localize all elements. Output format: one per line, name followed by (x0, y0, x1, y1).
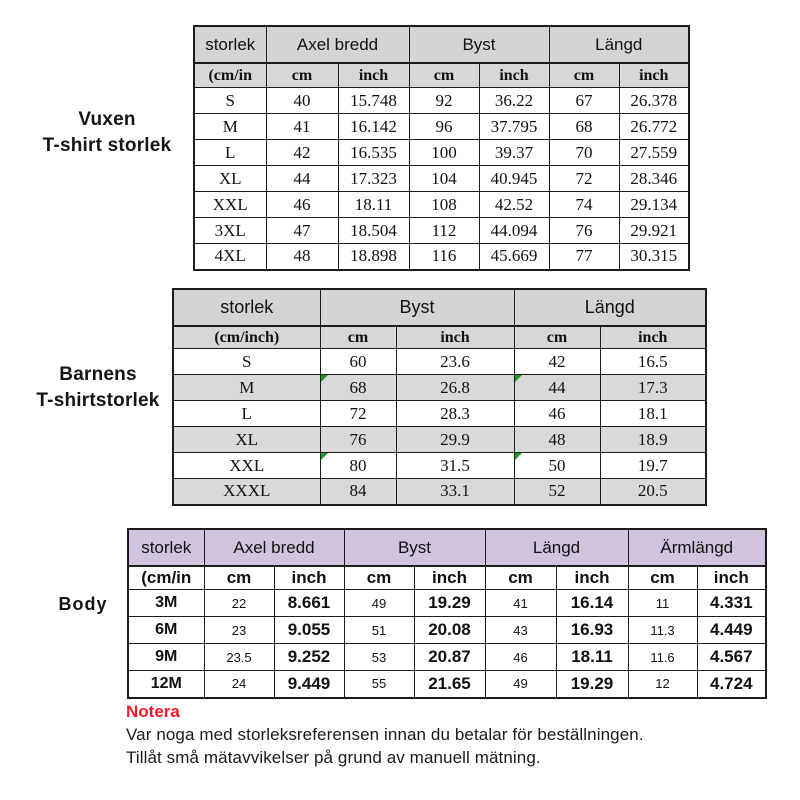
unit-header: inch (414, 566, 485, 590)
measurement-cell: 16.14 (556, 590, 628, 617)
size-row (194, 192, 689, 218)
size-row (173, 453, 706, 479)
measurement-cell: 67 (549, 88, 619, 114)
measurement-cell: 41 (266, 114, 338, 140)
measurement-cell: 18.9 (600, 427, 706, 453)
size-row (173, 349, 706, 375)
measurement-cell: 68 (320, 375, 396, 401)
label-line: T-shirtstorlek (36, 390, 160, 411)
measurement-cell: 20.87 (414, 644, 485, 671)
size-label-cell: L (194, 140, 266, 166)
size-label-cell: XXL (194, 192, 266, 218)
column-group-header: Byst (409, 26, 549, 63)
label-line: T-shirt storlek (42, 135, 172, 156)
measurement-cell: 16.535 (338, 140, 409, 166)
size-row (194, 218, 689, 244)
adult-size-table (193, 25, 690, 271)
measurement-cell: 45.669 (479, 244, 549, 270)
note-line: Var noga med storleksreferensen innan du betalar för beställningen. (126, 725, 644, 744)
measurement-cell: 36.22 (479, 88, 549, 114)
size-label-cell: M (194, 114, 266, 140)
size-row (173, 401, 706, 427)
measurement-cell: 96 (409, 114, 479, 140)
size-row (128, 590, 766, 617)
measurement-cell: 33.1 (396, 479, 514, 505)
measurement-cell: 23.5 (204, 644, 274, 671)
unit-header: cm (514, 326, 600, 349)
unit-header: inch (274, 566, 344, 590)
measurement-cell: 80 (320, 453, 396, 479)
unit-header: cm (204, 566, 274, 590)
measurement-cell: 40.945 (479, 166, 549, 192)
note-title: Notera (126, 702, 180, 721)
measurement-cell: 18.898 (338, 244, 409, 270)
size-label-cell: 3M (128, 590, 204, 617)
measurement-cell: 28.3 (396, 401, 514, 427)
size-label-cell: M (173, 375, 320, 401)
measurement-cell: 43 (485, 617, 556, 644)
measurement-cell: 49 (344, 590, 414, 617)
measurement-cell: 11.3 (628, 617, 697, 644)
measurement-cell: 100 (409, 140, 479, 166)
measurement-cell: 51 (344, 617, 414, 644)
measurement-cell: 84 (320, 479, 396, 505)
measurement-cell: 21.65 (414, 671, 485, 698)
column-group-header: Byst (344, 529, 485, 566)
measurement-cell: 18.11 (556, 644, 628, 671)
measurement-cell: 42 (514, 349, 600, 375)
measurement-cell: 18.504 (338, 218, 409, 244)
size-row (194, 88, 689, 114)
measurement-cell: 27.559 (619, 140, 689, 166)
measurement-cell: 28.346 (619, 166, 689, 192)
measurement-cell: 26.772 (619, 114, 689, 140)
unit-header: inch (556, 566, 628, 590)
unit-header: cm (628, 566, 697, 590)
measurement-cell: 44 (266, 166, 338, 192)
measurement-cell: 44 (514, 375, 600, 401)
measurement-cell: 72 (549, 166, 619, 192)
column-group-header: storlek (194, 26, 266, 63)
label-line: Body (58, 594, 108, 614)
measurement-cell: 108 (409, 192, 479, 218)
section-label-barnens (6, 362, 190, 414)
size-label-cell: 3XL (194, 218, 266, 244)
unit-header: inch (619, 63, 689, 88)
column-group-header: Byst (320, 289, 514, 326)
measurement-cell: 30.315 (619, 244, 689, 270)
measurement-cell: 55 (344, 671, 414, 698)
measurement-cell: 26.378 (619, 88, 689, 114)
measurement-cell: 46 (485, 644, 556, 671)
measurement-cell: 4.567 (697, 644, 766, 671)
measurement-cell: 68 (549, 114, 619, 140)
measurement-cell: 116 (409, 244, 479, 270)
measurement-cell: 37.795 (479, 114, 549, 140)
measurement-cell: 19.29 (414, 590, 485, 617)
measurement-cell: 9.252 (274, 644, 344, 671)
section-label-vuxen (22, 107, 192, 159)
measurement-cell: 16.5 (600, 349, 706, 375)
size-label-cell: XL (173, 427, 320, 453)
size-label-cell: 9M (128, 644, 204, 671)
measurement-cell: 40 (266, 88, 338, 114)
measurement-cell: 15.748 (338, 88, 409, 114)
unit-header: cm (549, 63, 619, 88)
measurement-cell: 23 (204, 617, 274, 644)
measurement-cell: 112 (409, 218, 479, 244)
unit-header: cm (344, 566, 414, 590)
unit-note-header: (cm/in (128, 566, 204, 590)
column-group-header: Axel bredd (266, 26, 409, 63)
measurement-cell: 41 (485, 590, 556, 617)
measurement-cell: 31.5 (396, 453, 514, 479)
measurement-cell: 8.661 (274, 590, 344, 617)
measurement-cell: 53 (344, 644, 414, 671)
measurement-cell: 18.11 (338, 192, 409, 218)
measurement-cell: 42.52 (479, 192, 549, 218)
measurement-cell: 9.055 (274, 617, 344, 644)
unit-header: cm (409, 63, 479, 88)
size-row (173, 479, 706, 505)
size-label-cell: XL (194, 166, 266, 192)
label-line: Vuxen (78, 109, 136, 130)
measurement-cell: 48 (266, 244, 338, 270)
column-group-header: storlek (173, 289, 320, 326)
measurement-cell: 44.094 (479, 218, 549, 244)
measurement-cell: 76 (549, 218, 619, 244)
column-group-header: Längd (514, 289, 706, 326)
measurement-cell: 29.134 (619, 192, 689, 218)
size-row (128, 617, 766, 644)
unit-note-header: (cm/inch) (173, 326, 320, 349)
column-group-header: Längd (549, 26, 689, 63)
measurement-cell: 19.7 (600, 453, 706, 479)
measurement-cell: 46 (266, 192, 338, 218)
measurement-cell: 20.5 (600, 479, 706, 505)
size-row (194, 244, 689, 270)
unit-header: inch (338, 63, 409, 88)
size-row (173, 427, 706, 453)
measurement-cell: 26.8 (396, 375, 514, 401)
measurement-cell: 76 (320, 427, 396, 453)
measurement-cell: 52 (514, 479, 600, 505)
measurement-cell: 29.9 (396, 427, 514, 453)
unit-header: inch (396, 326, 514, 349)
measurement-cell: 48 (514, 427, 600, 453)
note-line: Tillåt små mätavvikelser på grund av manuell mätning. (126, 748, 541, 767)
unit-header: cm (266, 63, 338, 88)
measurement-cell: 16.93 (556, 617, 628, 644)
measurement-cell: 49 (485, 671, 556, 698)
measurement-cell: 70 (549, 140, 619, 166)
corner-marker-icon (321, 453, 328, 460)
label-line: Barnens (59, 364, 137, 385)
size-label-cell: S (173, 349, 320, 375)
measurement-cell: 72 (320, 401, 396, 427)
size-row (128, 644, 766, 671)
measurement-cell: 29.921 (619, 218, 689, 244)
unit-header: inch (600, 326, 706, 349)
size-label-cell: XXXL (173, 479, 320, 505)
measurement-cell: 42 (266, 140, 338, 166)
measurement-cell: 92 (409, 88, 479, 114)
size-label-cell: 12M (128, 671, 204, 698)
size-row (194, 166, 689, 192)
body-size-table (127, 528, 767, 699)
measurement-cell: 11 (628, 590, 697, 617)
measurement-cell: 24 (204, 671, 274, 698)
measurement-cell: 16.142 (338, 114, 409, 140)
measurement-cell: 9.449 (274, 671, 344, 698)
size-row (173, 375, 706, 401)
size-label-cell: S (194, 88, 266, 114)
size-label-cell: XXL (173, 453, 320, 479)
unit-header: cm (320, 326, 396, 349)
column-group-header: Längd (485, 529, 628, 566)
column-group-header: storlek (128, 529, 204, 566)
measurement-cell: 60 (320, 349, 396, 375)
size-row (194, 114, 689, 140)
unit-header: inch (479, 63, 549, 88)
measurement-cell: 19.29 (556, 671, 628, 698)
measurement-cell: 18.1 (600, 401, 706, 427)
section-label-body (38, 591, 128, 617)
measurement-cell: 47 (266, 218, 338, 244)
measurement-cell: 4.331 (697, 590, 766, 617)
measurement-cell: 39.37 (479, 140, 549, 166)
column-group-header: Axel bredd (204, 529, 344, 566)
size-row (194, 140, 689, 166)
note-block (126, 701, 706, 769)
measurement-cell: 22 (204, 590, 274, 617)
column-group-header: Ärmlängd (628, 529, 766, 566)
measurement-cell: 17.323 (338, 166, 409, 192)
measurement-cell: 74 (549, 192, 619, 218)
corner-marker-icon (321, 375, 328, 382)
size-label-cell: 4XL (194, 244, 266, 270)
measurement-cell: 50 (514, 453, 600, 479)
corner-marker-icon (515, 453, 522, 460)
measurement-cell: 104 (409, 166, 479, 192)
measurement-cell: 23.6 (396, 349, 514, 375)
corner-marker-icon (515, 375, 522, 382)
measurement-cell: 17.3 (600, 375, 706, 401)
kids-size-table (172, 288, 707, 506)
measurement-cell: 4.724 (697, 671, 766, 698)
unit-header: cm (485, 566, 556, 590)
size-label-cell: L (173, 401, 320, 427)
measurement-cell: 77 (549, 244, 619, 270)
measurement-cell: 12 (628, 671, 697, 698)
measurement-cell: 46 (514, 401, 600, 427)
measurement-cell: 20.08 (414, 617, 485, 644)
size-row (128, 671, 766, 698)
unit-note-header: (cm/in (194, 63, 266, 88)
unit-header: inch (697, 566, 766, 590)
measurement-cell: 11.6 (628, 644, 697, 671)
size-label-cell: 6M (128, 617, 204, 644)
measurement-cell: 4.449 (697, 617, 766, 644)
